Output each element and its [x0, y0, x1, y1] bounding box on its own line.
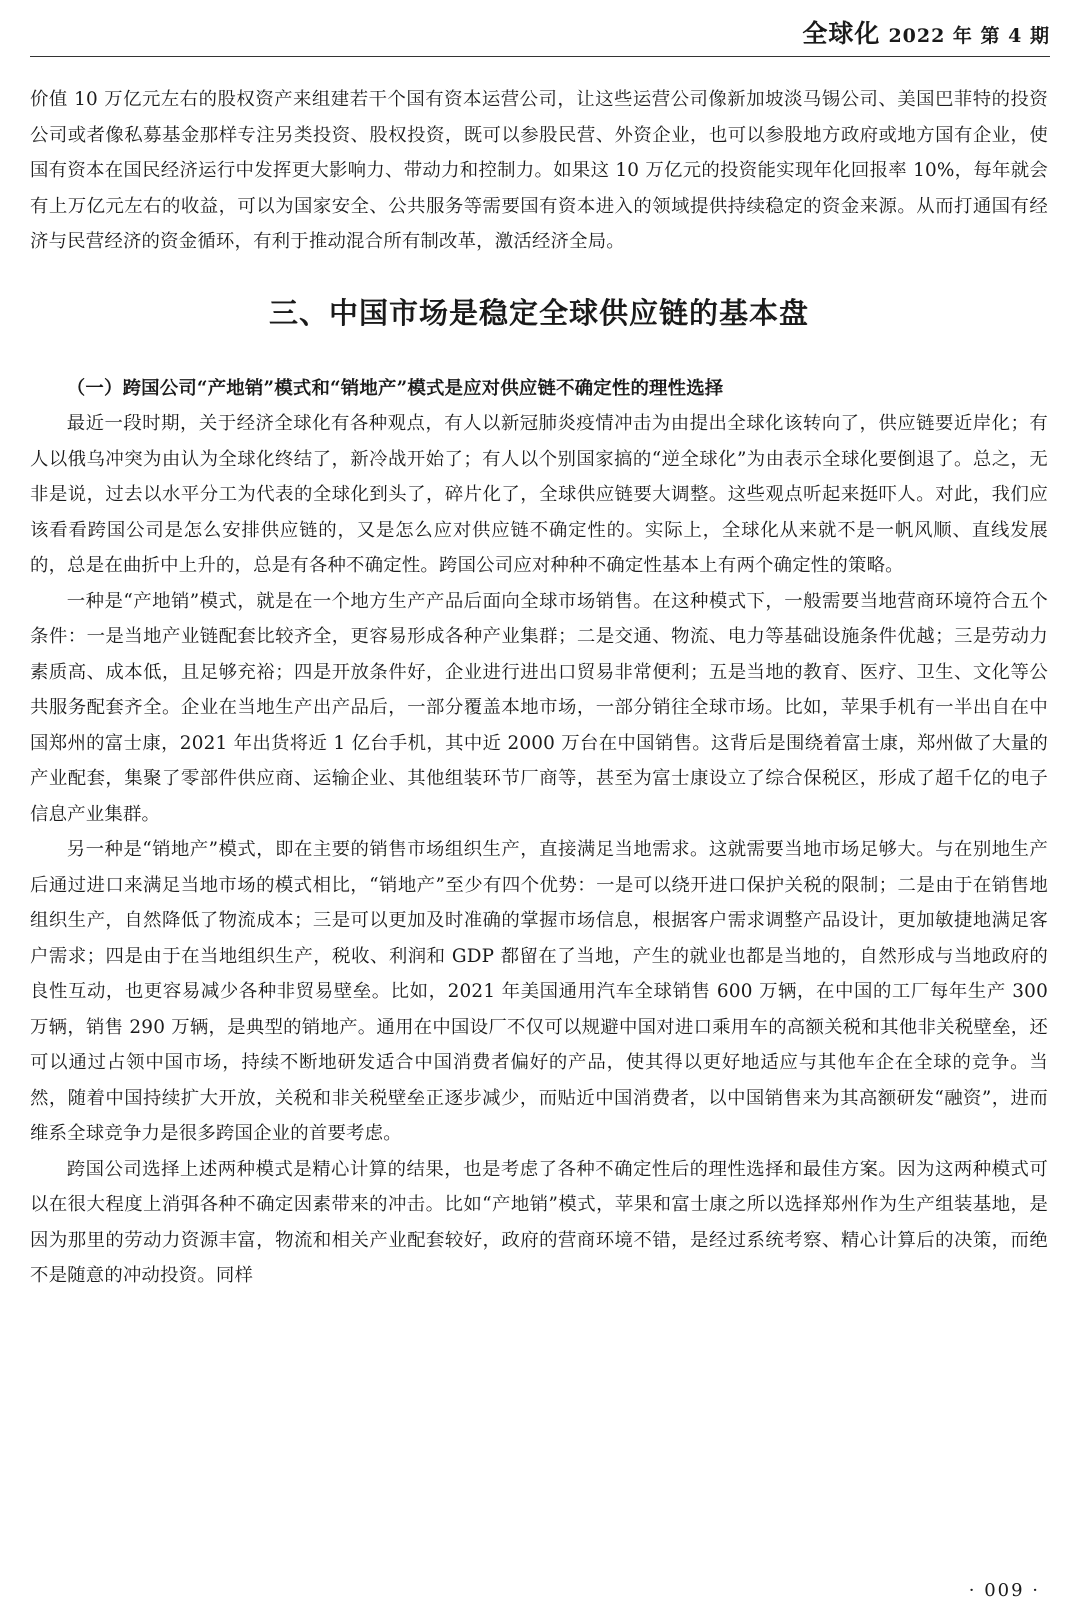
subsection-title: （一）跨国公司“产地销”模式和“销地产”模式是应对供应链不确定性的理性选择	[66, 377, 724, 399]
article-body	[30, 82, 1048, 1294]
header-rule	[30, 56, 1050, 57]
paragraph: 最近一段时期，关于经济全球化有各种观点，有人以新冠肺炎疫情冲击为由提出全球化该转向了，供应链要近岸化；有人以俄乌冲突为由认为全球化终结了，新冷战开始了；有人以个别国家搞的“逆全球化”为由表示全球化要倒退了。总之，无非是说，过去以水平分工为代表的全球化到头了，碎片化了，全球供应链要大调整。这些观点听起来挺吓人。对此，我们应该看看跨国公司是怎么安排供应链的，又是怎么应对供应链不确定性的。实际上，全球化从来就不是一帆风顺、直线发展的，总是在曲折中上升的，总是有各种不确定性。跨国公司应对种种不确定性基本上有两个确定性的策略。	[30, 413, 1048, 576]
paragraph: 跨国公司选择上述两种模式是精心计算的结果，也是考虑了各种不确定性后的理性选择和最佳方案。因为这两种模式可以在很大程度上消弭各种不确定因素带来的冲击。比如“产地销”模式，苹果和富士康之所以选择郑州作为生产组装基地，是因为那里的劳动力资源丰富，物流和相关产业配套较好，政府的营商环境不错，是经过系统考察、精心计算后的决策，而绝不是随意的冲动投资。同样	[30, 1158, 1048, 1286]
issue-label: 2022 年 第 4 期	[888, 25, 1050, 47]
paragraph-continued: 价值 10 万亿元左右的股权资产来组建若干个国有资本运营公司，让这些运营公司像新加坡淡马锡公司、美国巴菲特的投资公司或者像私募基金那样专注另类投资、股权投资，既可以参股民营、外资企业，也可以参股地方政府或地方国有企业，使国有资本在国民经济运行中发挥更大影响力、带动力和控制力。如果这 10 万亿元的投资能实现年化回报率 10%，每年就会有上万亿元左右的收益，可以为国家安全、公共服务等需要国有资本进入的领域提供持续稳定的资金来源。从而打通国有经济与民营经济的资金循环，有利于推动混合所有制改革，激活经济全局。	[30, 89, 1048, 252]
paragraph: 另一种是“销地产”模式，即在主要的销售市场组织生产，直接满足当地需求。这就需要当地市场足够大。与在别地生产后通过进口来满足当地市场的模式相比，“销地产”至少有四个优势：一是可以绕开进口保护关税的限制；二是由于在销售地组织生产，自然降低了物流成本；三是可以更加及时准确的掌握市场信息，根据客户需求调整产品设计，更加敏捷地满足客户需求；四是由于在当地组织生产，税收、利润和 GDP 都留在了当地，产生的就业也都是当地的，自然形成与当地政府的良性互动，也更容易减少各种非贸易壁垒。比如，2021 年美国通用汽车全球销售 600 万辆，在中国的工厂每年生产 300 万辆，销售 290 万辆，是典型的销地产。通用在中国设厂不仅可以规避中国对进口乘用车的高额关税和其他非关税壁垒，还可以通过占领中国市场，持续不断地研发适合中国消费者偏好的产品，使其得以更好地适应与其他车企在全球的竞争。当然，随着中国持续扩大开放，关税和非关税壁垒正逐步减少，而贴近中国消费者，以中国销售来为其高额研发“融资”，进而维系全球竞争力是很多跨国企业的首要考虑。	[30, 839, 1048, 1144]
section-title: 三、中国市场是稳定全球供应链的基本盘	[268, 295, 809, 330]
journal-name: 全球化	[802, 19, 881, 48]
running-header	[30, 14, 1050, 48]
paragraph: 一种是“产地销”模式，就是在一个地方生产产品后面向全球市场销售。在这种模式下，一般需要当地营商环境符合五个条件：一是当地产业链配套比较齐全，更容易形成各种产业集群；二是交通、物流、电力等基础设施条件优越；三是劳动力素质高、成本低，且足够充裕；四是开放条件好，企业进行进出口贸易非常便利；五是当地的教育、医疗、卫生、文化等公共服务配套齐全。企业在当地生产出产品后，一部分覆盖本地市场，一部分销往全球市场。比如，苹果手机有一半出自在中国郑州的富士康，2021 年出货将近 1 亿台手机，其中近 2000 万台在中国销售。这背后是围绕着富士康，郑州做了大量的产业配套，集聚了零部件供应商、运输企业、其他组装环节厂商等，甚至为富士康设立了综合保税区，形成了超千亿的电子信息产业集群。	[30, 590, 1048, 825]
page-number: · 009 ·	[968, 1580, 1040, 1601]
